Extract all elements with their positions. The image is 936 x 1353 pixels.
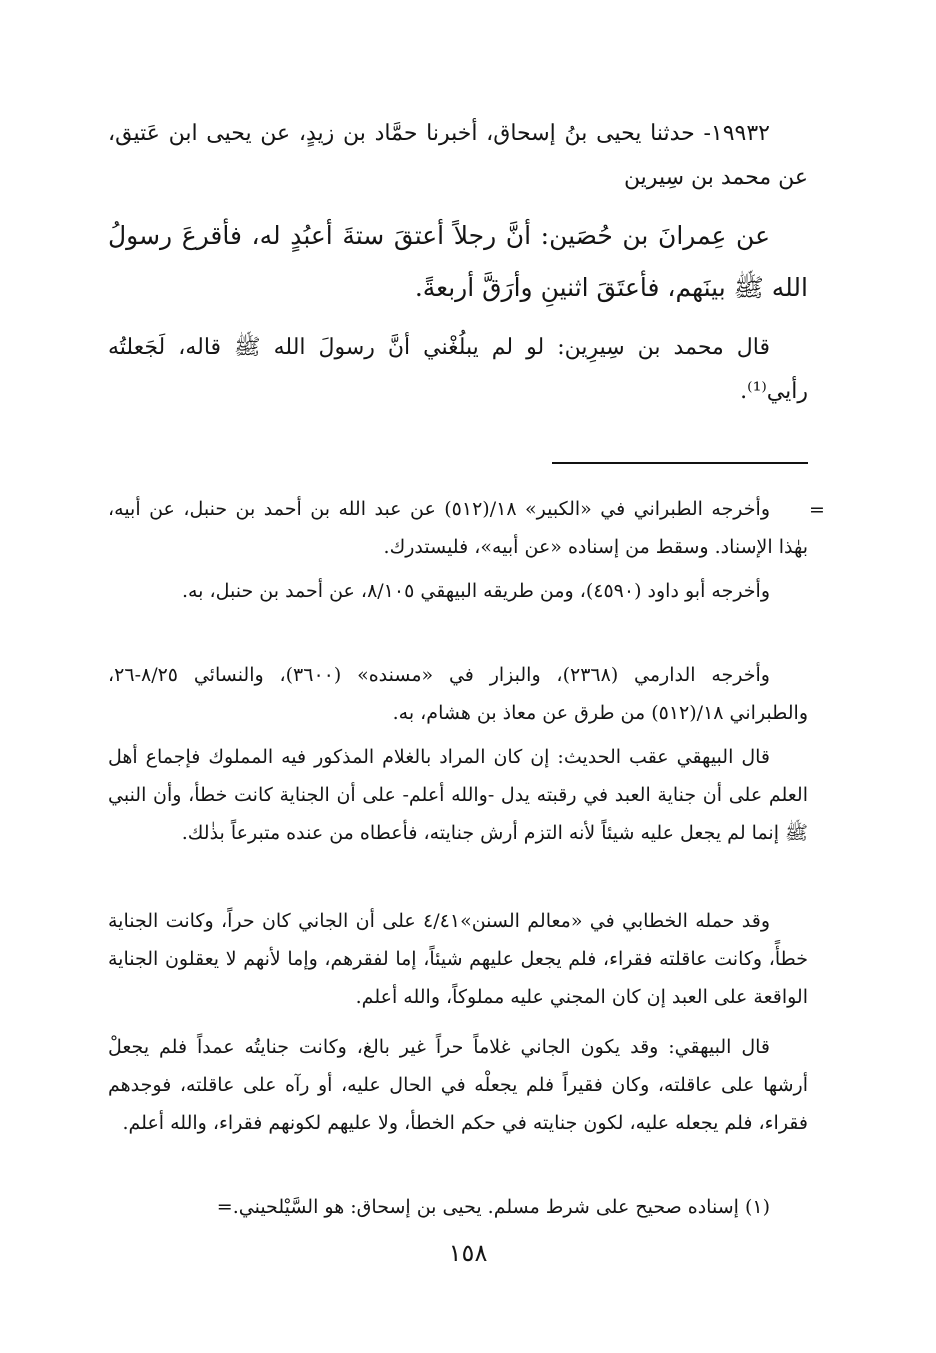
page-number: ١٥٨ (448, 1239, 488, 1267)
footnote-reference-note: (١) إسناده صحيح على شرط مسلم. يحيى بن إسحاق: هو السَّيْلحيني.= (216, 1196, 770, 1218)
footnote-paragraph: وقد حمله الخطابي في «معالم السنن»٤/٤١ على أن الجاني كان حراً، وكانت الجناية خطأً، وكانت عاقلته فقراء، فلم يجعل عليهم شيئاً، إما لفقرهم، وإما لأنهم لا يعقلون الجناية الواقعة على العبد إن كان المجني عليه مملوكاً، والله أعلم. (108, 910, 808, 1008)
hadith-isnad: ١٩٩٣٢- حدثنا يحيى بنُ إسحاق، أخبرنا حمَّاد بن زيدٍ، عن يحيى ابن عَتيق، عن محمد بن سِيرين (108, 121, 808, 190)
footnote-continuation-mark: = (809, 499, 825, 521)
footnote-paragraph: قال البيهقي عقب الحديث: إن كان المراد بالغلام المذكور فيه المملوك فإجماع أهل العلم على أن جناية العبد في رقبته يدل -والله أعلم- على أن الجناية كانت خطأ، وأن النبي ﷺ إنما لم يجعل عليه شيئاً لأنه التزم أرش جنايته، فأعطاه من عنده متبرعاً بذٰلك. (108, 746, 808, 844)
footnote-paragraph: وأخرجه أبو داود (٤٥٩٠)، ومن طريقه البيهقي ٨/١٠٥، عن أحمد بن حنبل، به. (181, 580, 770, 602)
hadith-matn: عن عِمرانَ بن حُصَين: أنَّ رجلاً أعتقَ ستةَ أعبُدٍ له، فأقرعَ رسولُ الله ﷺ بينَهم، فأعتَقَ اثنينِ وأرَقَّ أربعةً. (108, 221, 808, 302)
footnote-paragraph: وأخرجه الدارمي (٢٣٦٨)، والبزار في «مسنده» (٣٦٠٠)، والنسائي ٨/٢٥-٢٦، والطبراني ١٨/(٥١٢) من طرق عن معاذ بن هشام، به. (108, 664, 808, 724)
footnote-paragraph: قال البيهقي: وقد يكون الجاني غلاماً حراً غير بالغ، وكانت جنايتُه عمداً فلم يجعلْ أرشها على عاقلته، وكان فقيراً فلم يجعلْه في الحال عليه، أو رآه على عاقلته، فوجدهم فقراء، فلم يجعله عليه، لكون جنايته في حكم الخطأ، ولا عليهم لكونهم فقراء، والله أعلم. (108, 1036, 808, 1134)
footnote-paragraph: وأخرجه الطبراني في «الكبير» ١٨/(٥١٢) عن عبد الله بن أحمد بن حنبل، عن أبيه، بهٰذا الإسناد. وسقط من إسناده «عن أبيه»، فليستدرك. (108, 498, 808, 558)
hadith-closing-statement: قال محمد بن سِيرِين: لو لم يبلُغْني أنَّ رسولَ الله ﷺ قاله، لَجَعلتُه رأيي⁽¹⁾. (108, 335, 808, 404)
footnote-separator-line (552, 462, 808, 464)
